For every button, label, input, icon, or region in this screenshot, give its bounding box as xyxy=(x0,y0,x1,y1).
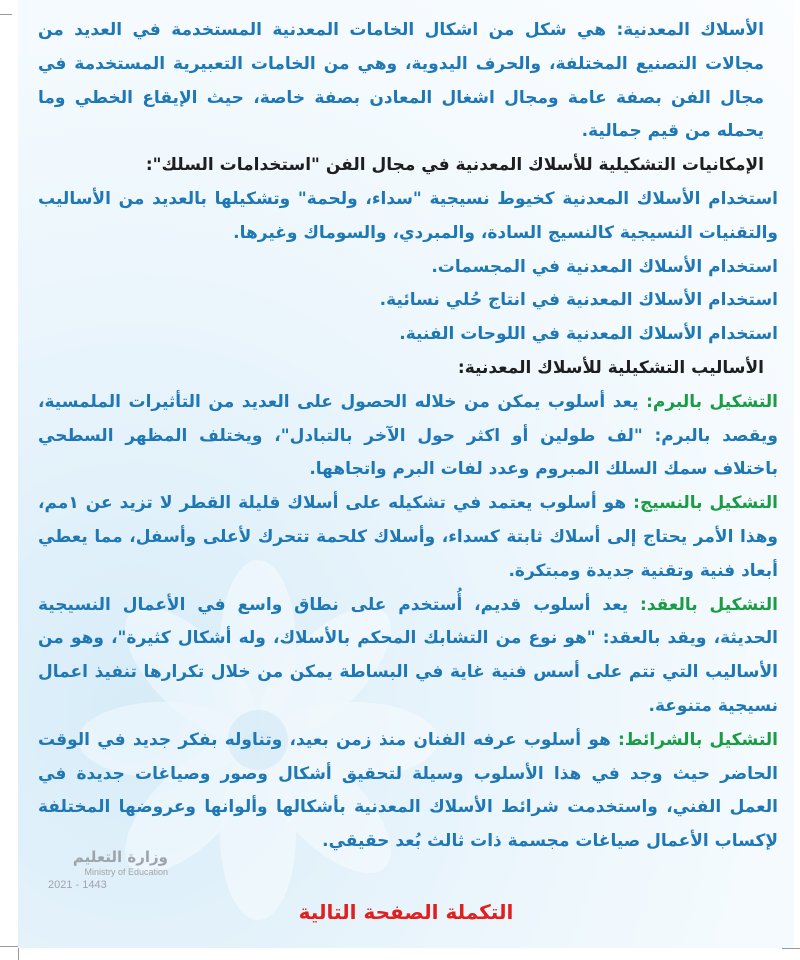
logo-english: Ministry of Education xyxy=(84,867,168,877)
paragraph: الأساليب التشكيلية للأسلاك المعدنية: xyxy=(457,357,764,378)
paragraph: استخدام الأسلاك المعدنية في انتاج حُلي نسائية. xyxy=(379,290,778,311)
styles-list xyxy=(38,386,778,859)
crop-mark xyxy=(0,14,12,15)
intro-paragraphs xyxy=(38,14,778,386)
crop-mark xyxy=(782,948,800,949)
style-item xyxy=(38,724,778,859)
logo-arabic: وزارة التعليم xyxy=(72,848,168,866)
paragraph: الأسلاك المعدنية: هي شكل من اشكال الخامات المعدنية المستخدمة في العديد من مجالات التصنيع المختلفة، والحرف اليدوية، وهي من الخامات التعبيرية المستخدمة في مجال الفن بصفة عامة ومجال اشغال المعادن بصفة خاصة، حيث الإيقاع الخطي وما يحمله من قيم جمالية. xyxy=(38,20,764,142)
logo-year: 2021 - 1443 xyxy=(48,879,107,891)
style-item xyxy=(38,487,778,588)
style-text: يعد أسلوب قديم، أُستخدم على نطاق واسع في الأعمال النسيجية الحديثة، ويقد بالعقد: "هو نوع من التشابك المحكم بالأسلاك، وله أشكال كثيرة"، وهو من الأساليب التي تتم على أسس فنية غاية في البساطة يمكن من خلال تكرارها تنفيذ اعمال نسيجية متنوعة. xyxy=(38,594,778,716)
ministry-logo xyxy=(48,848,168,891)
style-text: هو أسلوب عرفه الفنان منذ زمن بعيد، وتناوله بفكر جديد في الوقت الحاضر حيث وجد في هذا الأسلوب وسيلة لتحقيق أشكال وصور وصياغات جديدة في العمل الفني، واستخدمت شرائط الأسلاك المعدنية بأشكالها وألوانها وعروضها المختلفة لإكساب الأعمال صياغات مجسمة ذات ثالث بُعد حقيقي. xyxy=(38,729,778,852)
paragraph: استخدام الأسلاك المعدنية في اللوحات الفنية. xyxy=(399,324,778,345)
crop-mark xyxy=(18,948,19,960)
paragraph: استخدام الأسلاك المعدنية في المجسمات. xyxy=(431,256,778,277)
paragraph: الإمكانيات التشكيلية للأسلاك المعدنية في مجال الفن "استخدامات السلك": xyxy=(145,155,764,176)
style-label: التشكيل بالنسيج: xyxy=(633,493,778,514)
style-label: التشكيل بالعقد: xyxy=(640,594,778,615)
page xyxy=(18,0,794,948)
style-label: التشكيل بالشرائط: xyxy=(618,729,778,750)
crop-mark xyxy=(0,946,18,947)
content xyxy=(38,14,778,859)
continue-next-page: التكملة الصفحة التالية xyxy=(298,900,514,924)
style-text: هو أسلوب يعتمد في تشكيله على أسلاك قليلة القطر لا تزيد عن ١مم، وهذا الأمر يحتاج إلى أسلاك ثابتة كسداء، وأسلاك كلحمة تتحرك لأعلى وأسفل، مما يعطي أبعاد فنية وتقنية جديدة ومبتكرة. xyxy=(38,493,778,581)
style-item xyxy=(38,386,778,487)
style-label: التشكيل بالبرم: xyxy=(646,391,779,412)
style-item xyxy=(38,589,778,724)
style-text: يعد أسلوب يمكن من خلاله الحصول على العديد من التأثيرات الملمسية، ويقصد بالبرم: "لف طولين أو اكثر حول الآخر بالتبادل"، ويختلف المظهر السطحي باختلاف سمك السلك المبروم وعدد لفات البرم واتجاهها. xyxy=(38,391,778,480)
paragraph: استخدام الأسلاك المعدنية كخيوط نسيجية "سداء، ولحمة" وتشكيلها بالعديد من الأساليب والتقنيات النسيجية كالنسيج السادة، والمبردي، والسوماك وغيرها. xyxy=(38,188,778,243)
